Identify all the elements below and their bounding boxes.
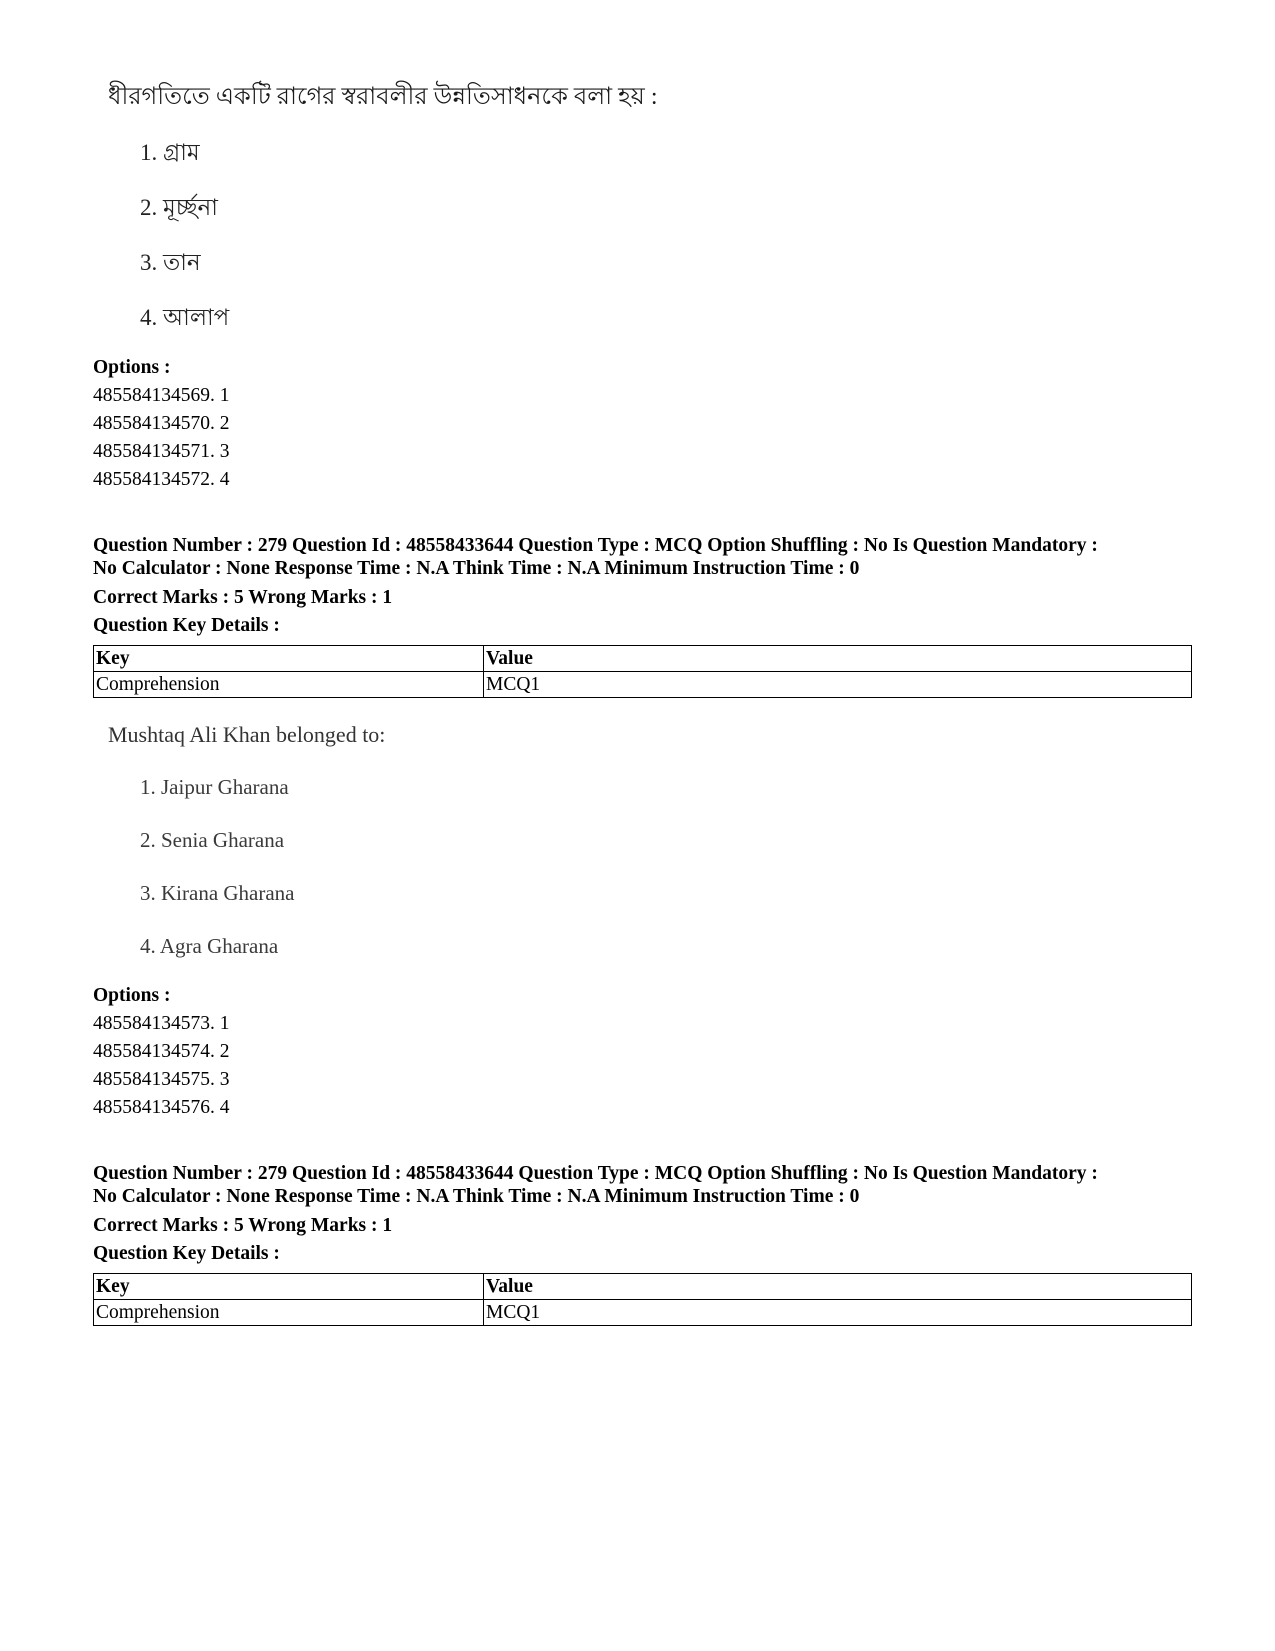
question-meta-line: No Calculator : None Response Time : N.A Think Time : N.A Minimum Instruction Time : 0 [93, 1186, 860, 1207]
table-header-row [94, 1274, 1192, 1300]
options-label: Options : [93, 357, 171, 378]
table-row [94, 1300, 1192, 1326]
question-choice: 4. Agra Gharana [140, 934, 279, 958]
option-line: 485584134573. 1 [93, 1013, 230, 1034]
question-stem: Mushtaq Ali Khan belonged to: [108, 722, 386, 747]
option-line: 485584134574. 2 [93, 1041, 230, 1062]
key-details-label: Question Key Details : [93, 615, 280, 636]
option-line: 485584134572. 4 [93, 469, 230, 490]
key-details-table [93, 1273, 1192, 1326]
table-row [94, 672, 1192, 698]
marks-line: Correct Marks : 5 Wrong Marks : 1 [93, 1215, 393, 1236]
question-choice: 3. তান [140, 250, 201, 275]
question-choice: 3. Kirana Gharana [140, 881, 295, 905]
question-choice: 1. Jaipur Gharana [140, 775, 289, 799]
question-choice: 1. গ্রাম [140, 140, 200, 165]
question-meta-line: Question Number : 279 Question Id : 48558433644 Question Type : MCQ Option Shuffling : No Is Question Mandatory : [93, 1163, 1098, 1184]
table-header-key: Key [94, 1274, 484, 1300]
question-stem: ধীরগতিতে একটি রাগের স্বরাবলীর উন্নতিসাধনকে বলা হয় : [108, 84, 658, 110]
table-header-key: Key [94, 646, 484, 672]
option-line: 485584134576. 4 [93, 1097, 230, 1118]
option-line: 485584134571. 3 [93, 441, 230, 462]
question-meta-line: Question Number : 279 Question Id : 48558433644 Question Type : MCQ Option Shuffling : No Is Question Mandatory : [93, 535, 1098, 556]
marks-line: Correct Marks : 5 Wrong Marks : 1 [93, 587, 393, 608]
table-header-row [94, 646, 1192, 672]
option-line: 485584134575. 3 [93, 1069, 230, 1090]
table-cell-key: Comprehension [94, 672, 484, 698]
option-line: 485584134569. 1 [93, 385, 230, 406]
options-label: Options : [93, 985, 171, 1006]
table-cell-value: MCQ1 [484, 1300, 1192, 1326]
table-header-value: Value [484, 646, 1192, 672]
question-choice: 2. মূর্চ্ছনা [140, 195, 218, 220]
question-meta-line: No Calculator : None Response Time : N.A Think Time : N.A Minimum Instruction Time : 0 [93, 558, 860, 579]
key-details-label: Question Key Details : [93, 1243, 280, 1264]
option-line: 485584134570. 2 [93, 413, 230, 434]
table-header-value: Value [484, 1274, 1192, 1300]
table-cell-key: Comprehension [94, 1300, 484, 1326]
question-choice: 2. Senia Gharana [140, 828, 285, 852]
question-choice: 4. আলাপ [140, 305, 230, 330]
key-details-table [93, 645, 1192, 698]
table-cell-value: MCQ1 [484, 672, 1192, 698]
